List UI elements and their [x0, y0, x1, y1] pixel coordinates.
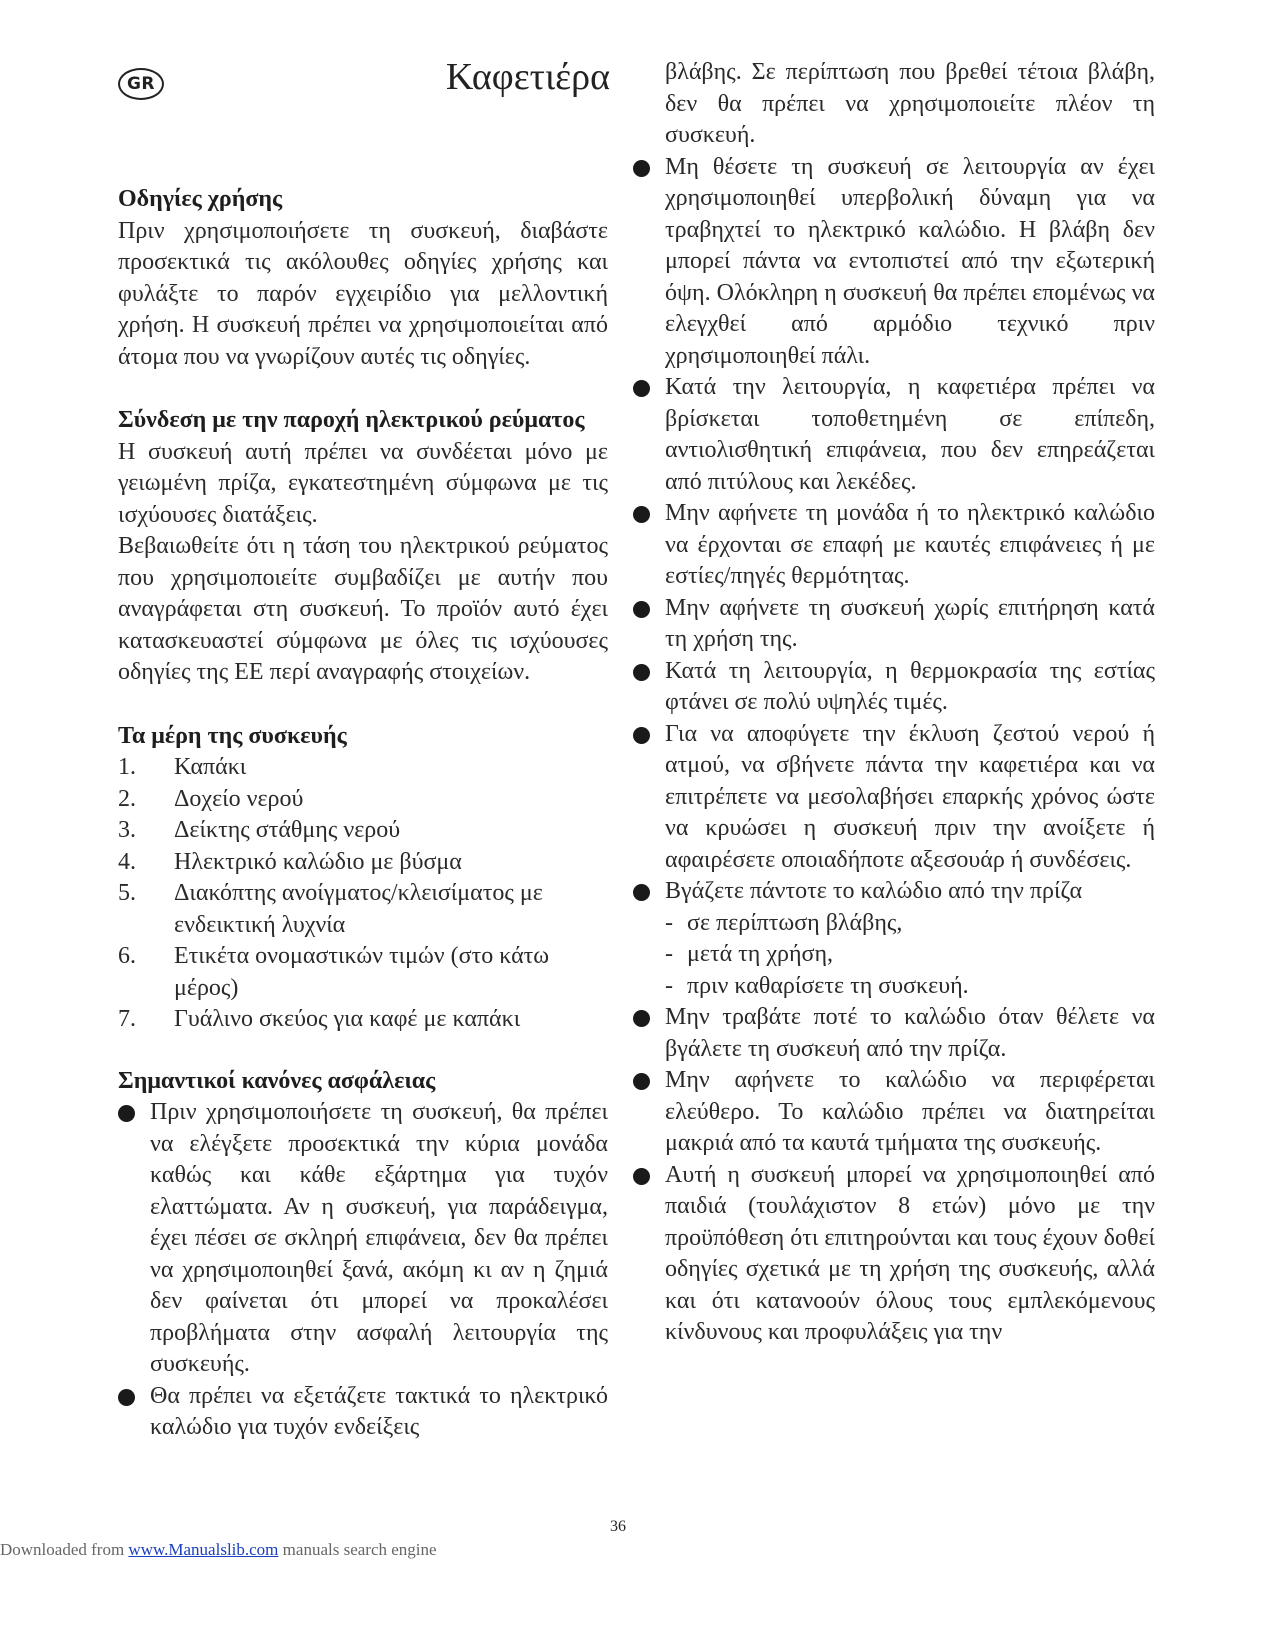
bullet-text: Μη θέσετε τη συσκευή σε λειτουργία αν έχει χρησιμοποιηθεί υπερβολική δύναμη για να τραβηχτεί το ηλεκτρικό καλώδιο. Η βλάβη δεν μπορεί πάντα να εντοπιστεί από την εξωτερική όψη. Ολόκληρη η συσκευή θα πρέπει επομένως να ελεγχθεί από αρμόδιο τεχνικό πριν χρησιμοποιηθεί πάλι.: [665, 153, 1155, 369]
bullet-text: Μην αφήνετε τη συσκευή χωρίς επιτήρηση κατά τη χρήση της.: [665, 594, 1155, 652]
item-text: Δοχείο νερού: [174, 785, 304, 812]
list-item: [118, 878, 608, 941]
safety-bullet: [633, 593, 1155, 656]
bullet-icon: [118, 1105, 135, 1122]
safety-heading: Σημαντικοί κανόνες ασφάλειας: [118, 1067, 436, 1094]
item-number: 2.: [118, 785, 136, 812]
bullet-text: Θα πρέπει να εξετάζετε τακτικά το ηλεκτρικό καλώδιο για τυχόν ενδείξεις: [150, 1382, 608, 1440]
item-text: Γυάλινο σκεύος για καφέ με καπάκι: [174, 1006, 521, 1032]
safety-bullet: [633, 1160, 1155, 1349]
list-item: [118, 1004, 608, 1036]
parts-heading: Τα μέρη της συσκευής: [118, 722, 347, 749]
item-text: Δείκτης στάθμης νερού: [174, 817, 401, 843]
safety-bullet: [633, 1002, 1155, 1065]
bullet-icon: [633, 601, 650, 618]
page-title: Καφετιέρα: [445, 56, 610, 98]
list-item: [118, 752, 608, 784]
bullet-icon: [633, 506, 650, 523]
dash-text: σε περίπτωση βλάβης,: [687, 909, 903, 936]
safety-bullet: [633, 152, 1155, 373]
bullet-text: Μην τραβάτε ποτέ το καλώδιο όταν θέλετε να βγάλετε τη συσκευή από την πρίζα.: [665, 1004, 1155, 1062]
list-item: [118, 784, 608, 816]
bullet-text: Για να αποφύγετε την έκλυση ζεστού νερού ή ατμού, να σβήνετε πάντα την καφετιέρα και να επιτρέπετε να μεσολαβήσει επαρκής χρόνος ώστε να κρυώσει η συσκευή πριν την ανοίξετε ή αφαιρέσετε οποιαδήποτε αξεσουάρ ή συνδέσεις.: [665, 720, 1155, 873]
connection-text-2: Βεβαιωθείτε ότι η τάση του ηλεκτρικού ρεύματος που χρησιμοποιείτε συμβαδίζει με αυτήν που αναγράφεται στη συσκευή. Το προϊόν αυτό έχει κατασκευαστεί σύμφωνα με όλες τις ισχύουσες οδηγίες της ΕΕ περί αναγραφής στοιχείων.: [118, 533, 608, 685]
instructions-heading: Οδηγίες χρήσης: [118, 186, 283, 212]
bullet-text: Πριν χρησιμοποιήσετε τη συσκευή, θα πρέπει να ελέγξετε προσεκτικά την κύρια μονάδα καθώς και κάθε εξάρτημα για τυχόν ελαττώματα. Αν η συσκευή, για παράδειγμα, έχει πέσει σε σκληρή επιφάνεια, δεν θα πρέπει να χρησιμοποιηθεί ξανά, ακόμη κι αν η ζημιά δεν φαίνεται ότι μπορεί να προκαλέσει προβλήματα στην ασφαλή λειτουργία της συσκευής.: [150, 1099, 608, 1377]
item-text: Ηλεκτρικό καλώδιο με βύσμα: [174, 848, 462, 875]
manualslib-link[interactable]: www.Manualslib.com: [128, 1540, 279, 1559]
bullet-icon: [633, 1010, 650, 1027]
dash-icon: -: [665, 909, 673, 936]
instructions-text: Πριν χρησιμοποιήσετε τη συσκευή, διαβάστε προσεκτικά τις ακόλουθες οδηγίες χρήσης και φυλάξτε το παρόν εγχειρίδιο για μελλοντική χρήση. Η συσκευή πρέπει να χρησιμοποιείται από άτομα που να γνωρίζουν αυτές τις οδηγίες.: [118, 217, 608, 370]
item-text: Διακόπτης ανοίγματος/κλεισίματος με ενδεικτική λυχνία: [174, 880, 543, 938]
download-footer: [0, 1540, 437, 1560]
list-item: [118, 815, 608, 847]
dash-item: [633, 971, 1155, 1003]
left-column: [118, 0, 608, 1444]
item-text: Ετικέτα ονομαστικών τιμών (στο κάτω μέρος): [174, 943, 550, 1001]
bullet-icon: [633, 160, 650, 177]
bullet-icon: [633, 884, 650, 901]
bullet-icon: [118, 1389, 135, 1406]
bullet-icon: [633, 1168, 650, 1185]
bullet-icon: [633, 664, 650, 681]
item-number: 6.: [118, 943, 136, 969]
bullet-text: Κατά τη λειτουργία, η θερμοκρασία της εστίας φτάνει σε πολύ υψηλές τιμές.: [665, 657, 1155, 715]
safety-bullet: [633, 876, 1155, 908]
item-number: 7.: [118, 1006, 136, 1032]
bullet-text: Βγάζετε πάντοτε το καλώδιο από την πρίζα: [665, 878, 1083, 904]
list-item: [118, 847, 608, 879]
footer-prefix: Downloaded from: [0, 1540, 125, 1559]
bullet-text: Κατά την λειτουργία, η καφετιέρα πρέπει να βρίσκεται τοποθετημένη σε επίπεδη, αντιολισθητική επιφάνεια, που δεν επηρεάζεται από πιτύλους και λεκέδες.: [665, 374, 1155, 495]
item-number: 3.: [118, 817, 136, 843]
safety-bullet: [633, 372, 1155, 498]
parts-list: [118, 752, 608, 1036]
bullet-icon: [633, 727, 650, 744]
dash-icon: -: [665, 972, 673, 999]
safety-bullet: [633, 656, 1155, 719]
safety-bullet: [118, 1381, 608, 1444]
dash-item: [633, 939, 1155, 971]
bullet-text: Αυτή η συσκευή μπορεί να χρησιμοποιηθεί από παιδιά (τουλάχιστον 8 ετών) μόνο με την προϋπόθεση ότι επιτηρούνται και τους έχουν δοθεί οδηγίες σχετικά με τη χρήση της συσκευής, αλλά και ότι κατανοούν όλους τους εμπλεκόμενους κίνδυνους και προφυλάξεις για την: [665, 1161, 1155, 1345]
bullet-icon: [633, 380, 650, 397]
connection-heading: Σύνδεση με την παροχή ηλεκτρικού ρεύματος: [118, 407, 585, 433]
list-item: [118, 941, 608, 1004]
footer-tagline: manuals search engine: [282, 1540, 437, 1559]
dash-text: μετά τη χρήση,: [687, 941, 834, 967]
item-text: Καπάκι: [174, 754, 247, 780]
bullet-text: Μην αφήνετε τη μονάδα ή το ηλεκτρικό καλώδιο να έρχονται σε επαφή με καυτές επιφάνειες ή με εστίες/πηγές θερμότητας.: [665, 500, 1155, 589]
right-column: [665, 0, 1155, 1349]
dash-text: πριν καθαρίσετε τη συσκευή.: [687, 972, 969, 999]
connection-text-1: Η συσκευή αυτή πρέπει να συνδέεται μόνο με γειωμένη πρίζα, εγκατεστημένη σύμφωνα με τις ισχύουσες διατάξεις.: [118, 438, 608, 528]
dash-icon: -: [665, 941, 673, 967]
continuation-text: βλάβης. Σε περίπτωση που βρεθεί τέτοια βλάβη, δεν θα πρέπει να χρησιμοποιείτε πλέον τη συσκευή.: [665, 59, 1155, 148]
bullet-icon: [633, 1073, 650, 1090]
language-badge: GR: [118, 68, 164, 100]
safety-bullet: [633, 1065, 1155, 1160]
item-number: 5.: [118, 880, 136, 906]
safety-bullet: [633, 719, 1155, 877]
safety-bullet: [633, 498, 1155, 593]
item-number: 1.: [118, 754, 136, 780]
page-number: 36: [610, 1518, 626, 1535]
bullet-text: Μην αφήνετε το καλώδιο να περιφέρεται ελεύθερο. Το καλώδιο πρέπει να διατηρείται μακριά από τα καυτά τμήματα της συσκευής.: [665, 1067, 1155, 1156]
safety-bullet: [118, 1097, 608, 1381]
dash-item: [633, 908, 1155, 940]
item-number: 4.: [118, 848, 136, 875]
